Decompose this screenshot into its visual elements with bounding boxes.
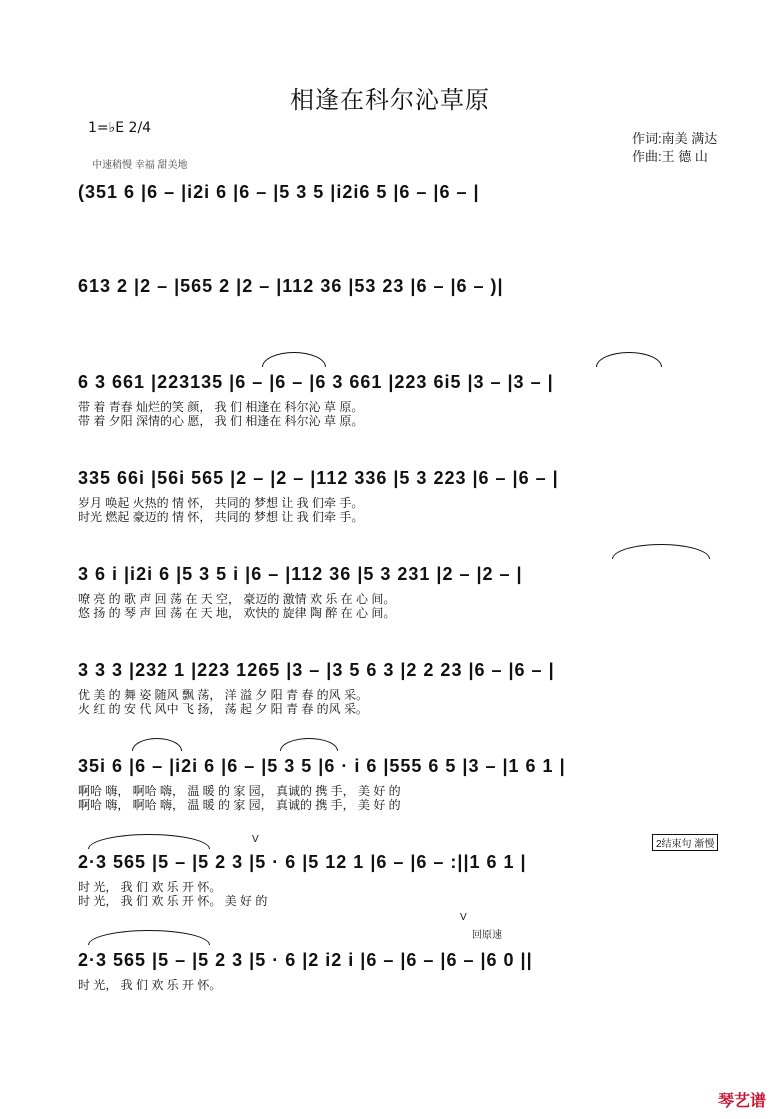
da-capo-marker: 回原速 <box>472 930 502 941</box>
lyrics-verse-1: 时 光， 我 们 欢 乐 开 怀。 <box>78 978 222 992</box>
notes-line: 2·3 565 |5 – |5 2 3 |5 · 6 |2 i2 i |6 – |6 – |6 – |6 0 || <box>78 950 533 970</box>
lyrics-verse-2: 时 光， 我 们 欢 乐 开 怀。 美 好 的 <box>78 894 268 908</box>
lyrics-verse-1: 优 美 的 舞 姿 随风 飘 荡， 洋 溢 夕 阳 青 春 的风 采。 <box>78 688 369 702</box>
notes-line: 6 3 661 |223135 |6 – |6 – |6 3 661 |223 6i5 |3 – |3 – | <box>78 372 554 392</box>
notes-line: (351 6 |6 – |i2i 6 |6 – |5 3 5 |i2i6 5 |6 – |6 – | <box>78 182 480 202</box>
lyrics-verse-2: 时光 燃起 豪迈的 情 怀， 共同的 梦想 让 我 们牵 手。 <box>78 510 364 524</box>
breath-mark: V <box>460 912 467 923</box>
slur <box>596 352 662 367</box>
lyrics-verse-1: 时 光， 我 们 欢 乐 开 怀。 <box>78 880 222 894</box>
notes-line: 613 2 |2 – |565 2 |2 – |112 36 |53 23 |6 – |6 – )| <box>78 276 504 296</box>
notes-line: 35i 6 |6 – |i2i 6 |6 – |5 3 5 |6 · i 6 |555 6 5 |3 – |1 6 1 | <box>78 756 566 776</box>
page-title: 相逢在科尔沁草原 <box>290 87 490 114</box>
lyrics-verse-1: 嘹 亮 的 歌 声 回 荡 在 天 空， 豪迈的 激情 欢 乐 在 心 间。 <box>78 592 396 606</box>
slur <box>262 352 326 367</box>
lyrics-verse-2: 带 着 夕阳 深情的心 愿， 我 们 相逢在 科尔沁 草 原。 <box>78 414 364 428</box>
slur <box>88 930 210 945</box>
notes-line: 3 3 3 |232 1 |223 1265 |3 – |3 5 6 3 |2 2 23 |6 – |6 – | <box>78 660 555 680</box>
lyrics-verse-2: 悠 扬 的 琴 声 回 荡 在 天 地， 欢快的 旋律 陶 醉 在 心 间。 <box>78 606 396 620</box>
slur <box>132 738 182 751</box>
lyrics-verse-2: 火 红 的 安 代 风中 飞 扬， 荡 起 夕 阳 青 春 的风 采。 <box>78 702 369 716</box>
lyrics-verse-1: 啊哈 嗨， 啊哈 嗨， 温 暖 的 家 园， 真诚的 携 手， 美 好 的 <box>78 784 401 798</box>
composer-credit: 作曲:王 德 山 <box>632 149 708 164</box>
notes-line: 3 6 i |i2i 6 |5 3 5 i |6 – |112 36 |5 3 231 |2 – |2 – | <box>78 564 523 584</box>
breath-mark: V <box>252 834 259 845</box>
tempo-marking: 中速稍慢 幸福 甜美地 <box>92 160 188 171</box>
notes-line: 2·3 565 |5 – |5 2 3 |5 · 6 |5 12 1 |6 – |6 – :||1 6 1 | <box>78 852 527 872</box>
lyrics-verse-1: 岁月 唤起 火热的 情 怀， 共同的 梦想 让 我 们牵 手。 <box>78 496 364 510</box>
key-signature: 1=♭E 2/4 <box>88 120 152 136</box>
notes-line: 335 66i |56i 565 |2 – |2 – |112 336 |5 3 223 |6 – |6 – | <box>78 468 559 488</box>
lyricist-credit: 作词:南美 满达 <box>632 131 718 146</box>
slur <box>612 544 710 559</box>
lyrics-verse-2: 啊哈 嗨， 啊哈 嗨， 温 暖 的 家 园， 真诚的 携 手， 美 好 的 <box>78 798 401 812</box>
watermark-logo: 琴艺谱 <box>717 1093 766 1110</box>
ending-2-marker: 2结束句 渐慢 <box>652 834 718 851</box>
lyrics-verse-1: 带 着 青春 灿烂的笑 颜， 我 们 相逢在 科尔沁 草 原。 <box>78 400 364 414</box>
slur <box>280 738 338 751</box>
slur <box>88 834 210 849</box>
